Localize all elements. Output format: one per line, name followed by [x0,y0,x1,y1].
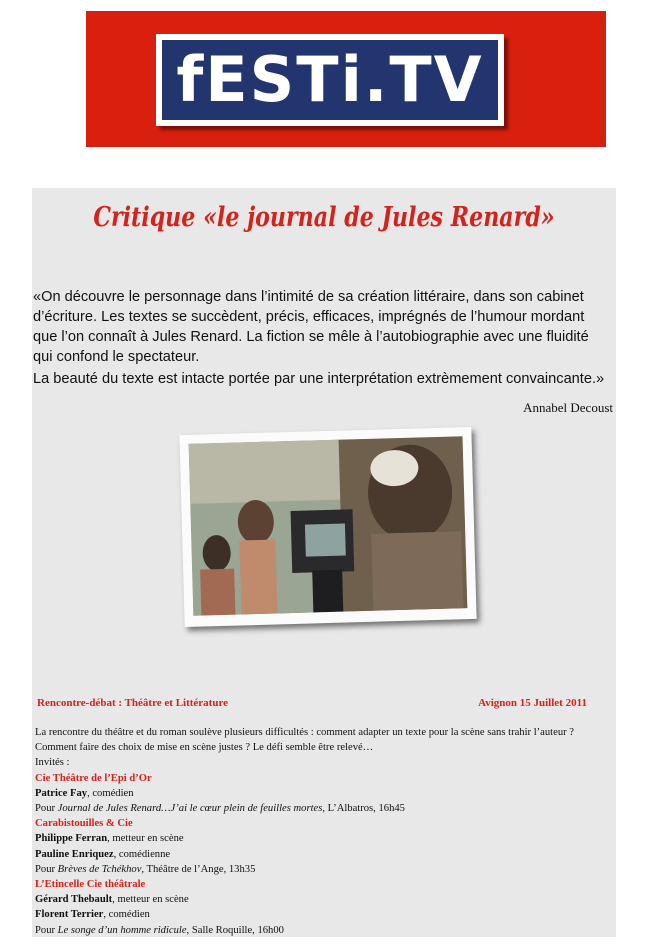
guest-role: , comédienne [113,848,171,860]
article-panel [32,188,616,937]
show-details: , Théâtre de l’Ange, 13h35 [141,863,256,875]
guest-line [35,847,615,862]
show-details: , L’Albatros, 16h45 [322,803,405,815]
article-title: Critique «le journal de Jules Renard» [93,202,555,233]
guest-line [35,907,615,922]
event-details [35,725,615,938]
guest-name: Gérard Thebault [35,894,113,906]
critic-quote [33,287,611,389]
event-intro-line: La rencontre du théâtre et du roman soulève plusieurs difficultés : comment adapter un texte pour la scène sans trahir l’auteur ? [35,727,575,738]
quote-paragraph: «On découvre le personnage dans l’intimité de sa création littéraire, dans son cabinet d’écriture. Les textes se succèdent, précis, efficaces, imprégnés de l’humour mordant que l’on connaît à Jules Renard. La fiction se mêle à l’autobiographie avec une fluidité qui confond le spectateur. [33,289,589,365]
site-banner [86,11,606,147]
guest-name: Patrice Fay [35,787,88,799]
show-title: Le songe d’un homme ridicule [57,924,187,936]
guest-role: , comédien [87,787,134,799]
show-line [35,801,615,816]
guest-name: Pauline Enriquez [35,848,114,860]
logo-plate [162,40,498,120]
guest-role: , comédien [103,909,150,921]
guest-role: , metteur en scène [107,833,184,845]
guest-line [35,892,615,907]
show-title: Brèves de Tchékhov [57,863,142,875]
event-intro-line: Comment faire des choix de mise en scène justes ? Le défi semble être relevé… [35,742,374,754]
show-details: , Salle Roquille, 16h00 [186,924,284,936]
rehearsal-photo [189,436,468,616]
company-name: Carabistouilles & Cie [35,818,133,830]
show-title: Journal de Jules Renard…J’ai le cœur plein de feuilles mortes [57,803,323,815]
logo-text: fESTi.TV [176,43,484,116]
quote-author: Annabel Decoust [523,400,613,415]
show-prefix: Pour [35,803,58,815]
show-line [35,923,615,938]
event-place-date: Avignon 15 Juillet 2011 [478,697,587,709]
photo-illustration [189,436,468,616]
quote-paragraph: La beauté du texte est intacte portée par une interprétation extrèmement convaincante.» [33,371,605,387]
guests-label: Invités : [35,757,70,769]
guest-line [35,786,615,801]
show-prefix: Pour [35,863,58,875]
event-heading: Rencontre-débat : Théâtre et Littérature [37,697,229,709]
company-name: L’Etincelle Cie théâtrale [35,879,146,891]
guest-name: Philippe Ferran [35,833,108,845]
show-prefix: Pour [35,924,58,936]
guest-line [35,831,615,846]
photo-frame [179,427,476,627]
guest-name: Florent Terrier [35,909,104,921]
show-line [35,862,615,877]
company-name: Cie Théâtre de l’Epi d’Or [35,772,152,784]
site-logo[interactable] [156,34,504,126]
guest-role: , metteur en scène [112,894,189,906]
